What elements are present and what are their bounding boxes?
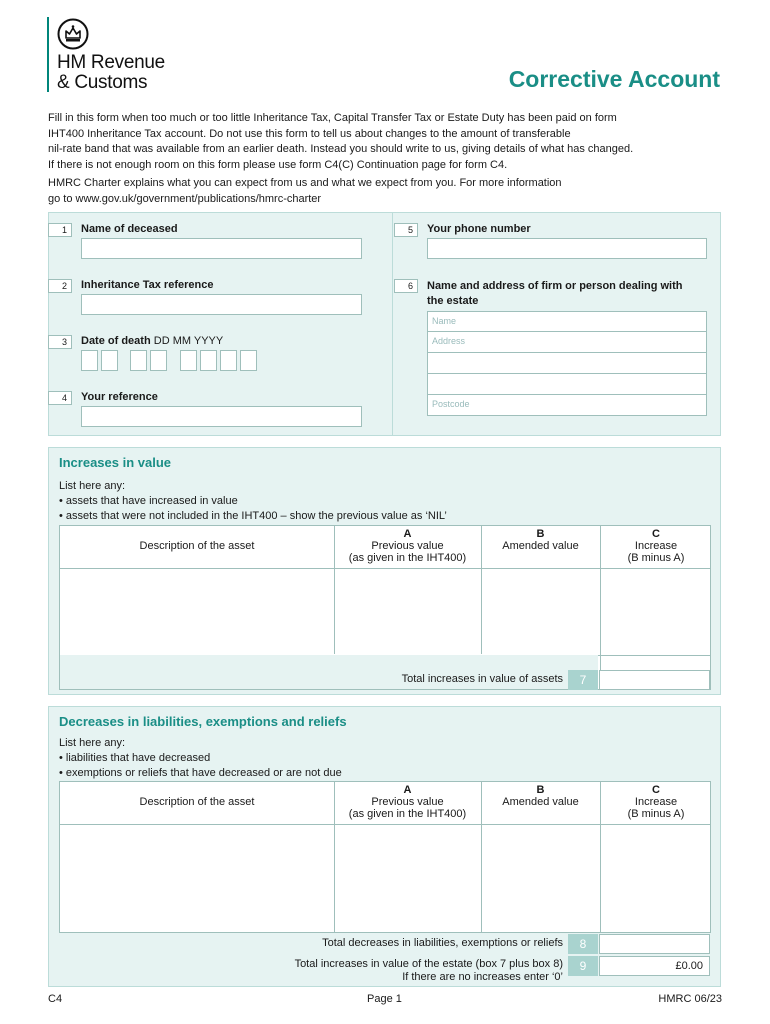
date-year-digit-2[interactable] [200, 350, 217, 371]
firm-address-line-2[interactable] [427, 353, 707, 374]
date-of-death-label-text: Date of death [81, 335, 151, 347]
col-b-line1: Amended value [502, 540, 579, 552]
panel-divider [392, 212, 393, 436]
decreases-table [59, 781, 711, 933]
box-number-3: 3 [48, 335, 72, 349]
iht-reference-label: Inheritance Tax reference [81, 279, 214, 291]
date-format-hint: DD MM YYYY [153, 335, 224, 347]
decrease-description-cell[interactable] [60, 825, 334, 933]
firm-address-line-3[interactable] [427, 374, 707, 395]
box-number-9: 9 [568, 956, 598, 976]
list-item: • assets that have increased in value [59, 495, 238, 507]
increases-list [59, 479, 447, 524]
col-b-line1: Amended value [502, 796, 579, 808]
col-letter-b: B [536, 784, 545, 796]
date-day-digit-2[interactable] [101, 350, 118, 371]
your-reference-input[interactable] [81, 406, 362, 427]
col-header-a [334, 528, 481, 564]
phone-number-label: Your phone number [427, 223, 531, 235]
org-name-line2: & Customs [57, 72, 148, 93]
col-header-c [600, 784, 712, 820]
box-number-7: 7 [568, 670, 598, 690]
logo-rule [47, 17, 49, 92]
intro-line: IHT400 Inheritance Tax account. Do not use this form to tell us about changes to the amount of transferable [48, 127, 571, 140]
col-header-c [600, 528, 712, 564]
col-letter-b: B [536, 528, 545, 540]
charter-text [48, 176, 728, 207]
date-year-digit-3[interactable] [220, 350, 237, 371]
intro-line: If there is not enough room on this form please use form C4(C) Continuation page for form C4. [48, 158, 508, 171]
page-title: Corrective Account [508, 66, 720, 92]
col-a-line2: (as given in the IHT400) [348, 808, 467, 820]
total-increases-input[interactable] [599, 670, 710, 690]
increase-previous-value-cell[interactable] [335, 569, 481, 655]
royal-crest-icon [57, 18, 89, 50]
org-name-line1: HM Revenue [57, 52, 165, 73]
box-number-4: 4 [48, 391, 72, 405]
list-item: • exemptions or reliefs that have decreased or are not due [59, 767, 342, 779]
col-header-a [334, 784, 481, 820]
intro-line: nil-rate band that was available from an earlier death. Instead you should write to us, giving details of what has changed. [48, 143, 634, 155]
col-header-description: Description of the asset [139, 540, 255, 552]
col-header-description: Description of the asset [139, 796, 255, 808]
col-a-line1: Previous value [371, 540, 444, 552]
total-estate-increase-input[interactable]: £0.00 [599, 956, 710, 976]
decreases-section-title: Decreases in liabilities, exemptions and reliefs [59, 714, 347, 729]
list-item: • liabilities that have decreased [59, 752, 211, 764]
estate-total-sublabel: If there are no increases enter ‘0’ [402, 971, 563, 983]
firm-name-address-label: Name and address of firm or person dealing with the estate [427, 280, 683, 307]
col-letter-c: C [652, 784, 660, 796]
increase-description-cell[interactable] [60, 569, 334, 655]
box-number-8: 8 [568, 934, 598, 954]
firm-address-line-1[interactable]: Address [427, 332, 707, 353]
firm-postcode-input[interactable]: Postcode [427, 395, 707, 416]
estate-total-label: Total increases in value of the estate (box 7 plus box 8) [294, 958, 563, 970]
date-month-digit-1[interactable] [130, 350, 147, 371]
list-item: • assets that were not included in the IHT400 – show the previous value as ‘NIL’ [59, 510, 447, 522]
decrease-value-cell[interactable] [601, 825, 711, 933]
charter-line: go to www.gov.uk/government/publications/hmrc-charter [48, 192, 322, 205]
col-c-line2: (B minus A) [627, 808, 685, 820]
col-header-b [481, 528, 600, 552]
list-intro: List here any: [59, 737, 126, 749]
col-c-line2: (B minus A) [627, 552, 685, 564]
intro-line: Fill in this form when too much or too little Inheritance Tax, Capital Transfer Tax or Estate Duty has been paid on form [48, 112, 617, 124]
decrease-previous-value-cell[interactable] [335, 825, 481, 933]
list-intro: List here any: [59, 480, 126, 492]
date-of-death-label [81, 335, 223, 347]
box-number-6: 6 [394, 279, 418, 293]
your-reference-label: Your reference [81, 391, 158, 403]
col-letter-a: A [403, 528, 412, 540]
increases-total-label: Total increases in value of assets [401, 673, 563, 685]
name-of-deceased-label: Name of deceased [81, 223, 178, 235]
col-c-line1: Increase [634, 796, 678, 808]
increase-value-cell[interactable] [601, 569, 711, 655]
charter-line: HMRC Charter explains what you can expect from us and what we expect from you. For more information [48, 177, 562, 189]
iht-reference-input[interactable] [81, 294, 362, 315]
col-c-line1: Increase [634, 540, 678, 552]
total-decreases-input[interactable] [599, 934, 710, 954]
col-letter-c: C [652, 528, 660, 540]
page-number: Page 1 [367, 993, 402, 1005]
decreases-list [59, 736, 342, 781]
date-month-digit-2[interactable] [150, 350, 167, 371]
box-number-5: 5 [394, 223, 418, 237]
col-a-line2: (as given in the IHT400) [348, 552, 467, 564]
date-year-digit-1[interactable] [180, 350, 197, 371]
increases-section-title: Increases in value [59, 455, 172, 470]
col-a-line1: Previous value [371, 796, 444, 808]
increase-amended-value-cell[interactable] [482, 569, 600, 655]
form-version: HMRC 06/23 [658, 993, 722, 1005]
form-code: C4 [48, 993, 63, 1005]
decreases-total-label: Total decreases in liabilities, exemptions or reliefs [322, 937, 563, 949]
col-letter-a: A [403, 784, 412, 796]
date-year-digit-4[interactable] [240, 350, 257, 371]
name-of-deceased-input[interactable] [81, 238, 362, 259]
box-number-2: 2 [48, 279, 72, 293]
date-day-digit-1[interactable] [81, 350, 98, 371]
decrease-amended-value-cell[interactable] [482, 825, 600, 933]
phone-number-input[interactable] [427, 238, 707, 259]
intro-text [48, 111, 728, 173]
col-header-b [481, 784, 600, 808]
box-number-1: 1 [48, 223, 72, 237]
firm-name-input[interactable]: Name [427, 311, 707, 332]
